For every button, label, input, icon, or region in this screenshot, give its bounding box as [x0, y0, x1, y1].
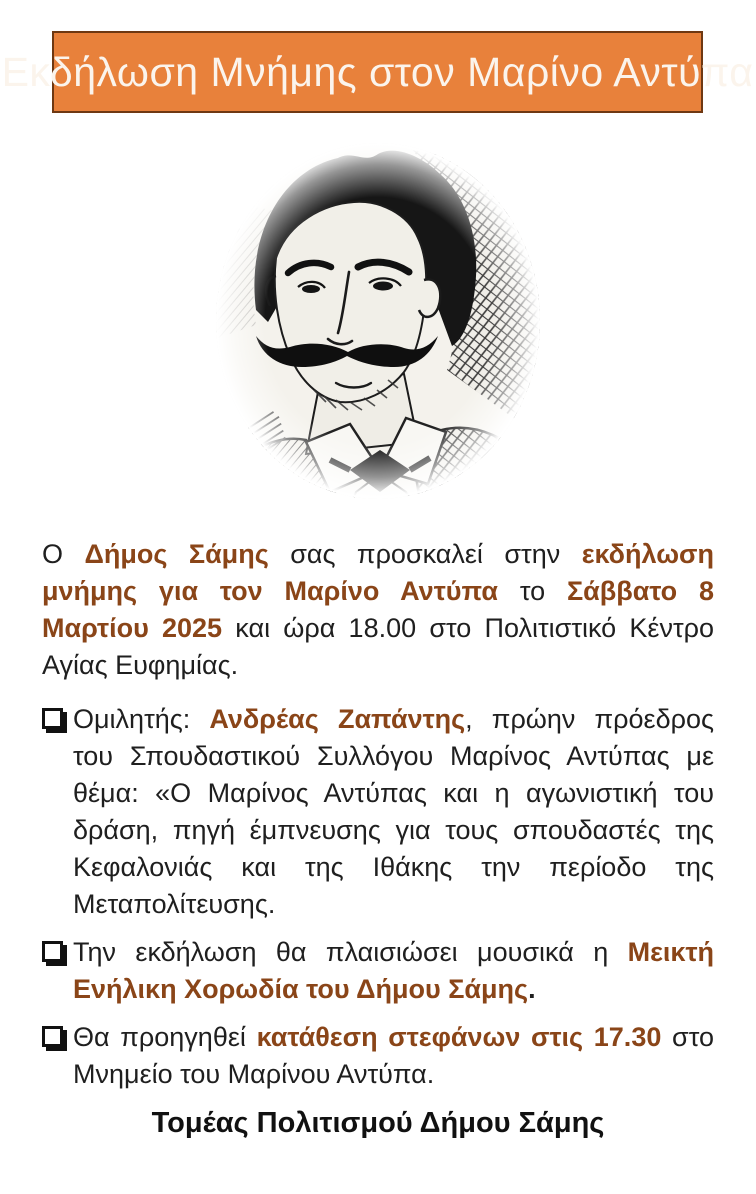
organizer-footer: Τομέας Πολιτισμού Δήμου Σάμης: [151, 1107, 605, 1139]
portrait-image: [212, 140, 544, 502]
shadowed-square-bullet-icon: [42, 941, 63, 962]
bullet-list: [42, 701, 714, 1093]
page-title: Εκδήλωση Μνήμης στον Μαρίνο Αντύπα: [1, 48, 754, 95]
shadowed-square-bullet-icon: [42, 708, 63, 729]
intro-paragraph: Ο Δήμος Σάμης σας προσκαλεί στην εκδήλωση μνήμης για τον Μαρίνο Αντύπα το Σάββατο 8 Μαρτίου 2025 και ώρα 18.00 στο Πολιτιστικό Κέντρο Αγίας Ευφημίας.: [42, 539, 714, 680]
title-banner: [1, 31, 754, 113]
bullet-speaker-text: Ομιλητής: Ανδρέας Ζαπάντης, πρώην πρόεδρος του Σπουδαστικού Συλλόγου Μαρίνος Αντύπας με θέμα: «Ο Μαρίνος Αντύπας και η αγωνιστική του δράση, πηγή έμπνευσης για τους σπουδαστές της Κεφαλονιάς και της Ιθάκης την περίοδο της Μεταπολίτευσης.: [73, 704, 714, 919]
shadowed-square-bullet-icon: [42, 1026, 63, 1047]
bullet-wreath: [42, 1019, 714, 1093]
flyer-body: [42, 536, 714, 1140]
bullet-choir-text: Την εκδήλωση θα πλαισιώσει μουσικά η Μεικτή Ενήλικη Χορωδία του Δήμου Σάμης.: [73, 937, 714, 1004]
bullet-speaker: [42, 701, 714, 923]
antypas-portrait-icon: [212, 140, 544, 502]
bullet-wreath-text: Θα προηγηθεί κατάθεση στεφάνων στις 17.30 στο Μνημείο του Μαρίνου Αντύπα.: [73, 1022, 715, 1089]
bullet-choir: [42, 934, 714, 1008]
